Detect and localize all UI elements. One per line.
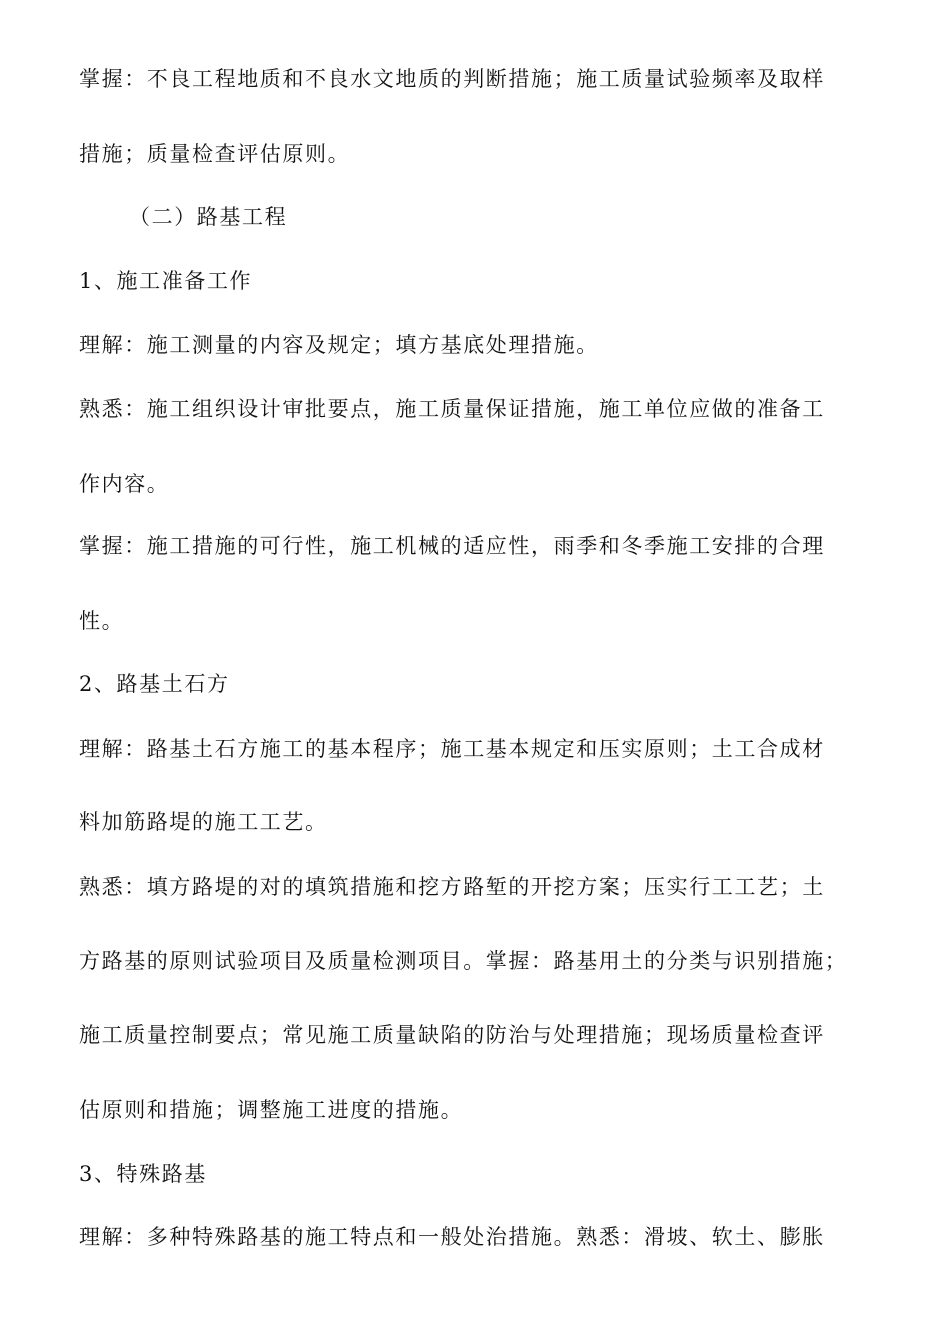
text-line: 方路基的原则试验项目及质量检测项目。掌握：路基用土的分类与识别措施； bbox=[79, 949, 848, 973]
subsection-heading: 2、路基土石方 bbox=[79, 672, 230, 696]
text-line: 熟悉：填方路堤的对的填筑措施和挖方路堑的开挖方案；压实行工工艺；土 bbox=[79, 875, 825, 899]
text-line: 性。 bbox=[79, 609, 125, 633]
text-line: 措施；质量检查评估原则。 bbox=[79, 142, 351, 166]
text-line: 熟悉：施工组织设计审批要点，施工质量保证措施，施工单位应做的准备工 bbox=[79, 397, 825, 421]
text-line: 料加筋路堤的施工工艺。 bbox=[79, 810, 328, 834]
text-line: 施工质量控制要点；常见施工质量缺陷的防治与处理措施；现场质量检查评 bbox=[79, 1023, 825, 1047]
subsection-heading: 3、特殊路基 bbox=[79, 1162, 207, 1186]
text-line: 理解：多种特殊路基的施工特点和一般处治措施。熟悉：滑坡、软土、膨胀 bbox=[79, 1225, 825, 1249]
subsection-heading: 1、施工准备工作 bbox=[79, 269, 253, 293]
text-line: 估原则和措施；调整施工进度的措施。 bbox=[79, 1098, 464, 1122]
section-heading: （二）路基工程 bbox=[129, 205, 288, 229]
text-line: 理解：路基土石方施工的基本程序；施工基本规定和压实原则；土工合成材 bbox=[79, 737, 825, 761]
text-line: 掌握：不良工程地质和不良水文地质的判断措施；施工质量试验频率及取样 bbox=[79, 67, 825, 91]
text-line: 作内容。 bbox=[79, 472, 170, 496]
text-line: 掌握：施工措施的可行性，施工机械的适应性，雨季和冬季施工安排的合理 bbox=[79, 534, 825, 558]
text-line: 理解：施工测量的内容及规定；填方基底处理措施。 bbox=[79, 333, 599, 357]
